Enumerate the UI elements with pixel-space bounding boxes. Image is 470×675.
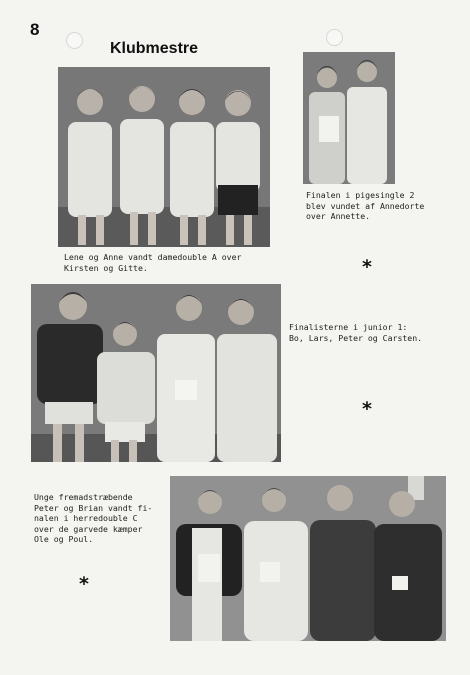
women-doubles-caption [64,252,241,273]
women-doubles-photo [58,67,270,247]
caption-line: Bo, Lars, Peter og Carsten. [289,332,423,343]
caption-line: blev vundet af Annedorte [306,200,425,211]
caption-line: Finalen i pigesingle 2 [306,190,415,200]
caption-line: Unge fremadstræbende [34,492,133,502]
caption-line: Kirsten og Gitte. [64,262,148,273]
star-decoration: * [362,256,372,278]
caption-line: over de garvede kæmper [34,523,143,534]
mens-doubles-photo [170,476,446,641]
mens-doubles-caption [34,492,152,545]
caption-line: Lene og Anne vandt damedouble A over [64,252,242,262]
star-decoration: * [79,573,89,595]
star-decoration: * [362,398,372,420]
caption-line: Peter og Brian vandt fi- [34,502,153,513]
junior-finalists-caption [289,322,422,343]
girls-singles-photo [303,52,395,184]
caption-line: Ole og Poul. [34,534,94,544]
page-number: 8 [30,20,40,39]
caption-line: nalen i herredouble C [34,513,138,523]
girls-singles-caption [306,190,424,222]
caption-line: over Annette. [306,211,371,221]
junior-finalists-photo [31,284,281,462]
punch-hole-right [326,29,343,46]
page-title: Klubmestre [110,40,199,57]
caption-line: Finalisterne i junior 1: [289,322,408,332]
punch-hole-left [66,32,83,49]
